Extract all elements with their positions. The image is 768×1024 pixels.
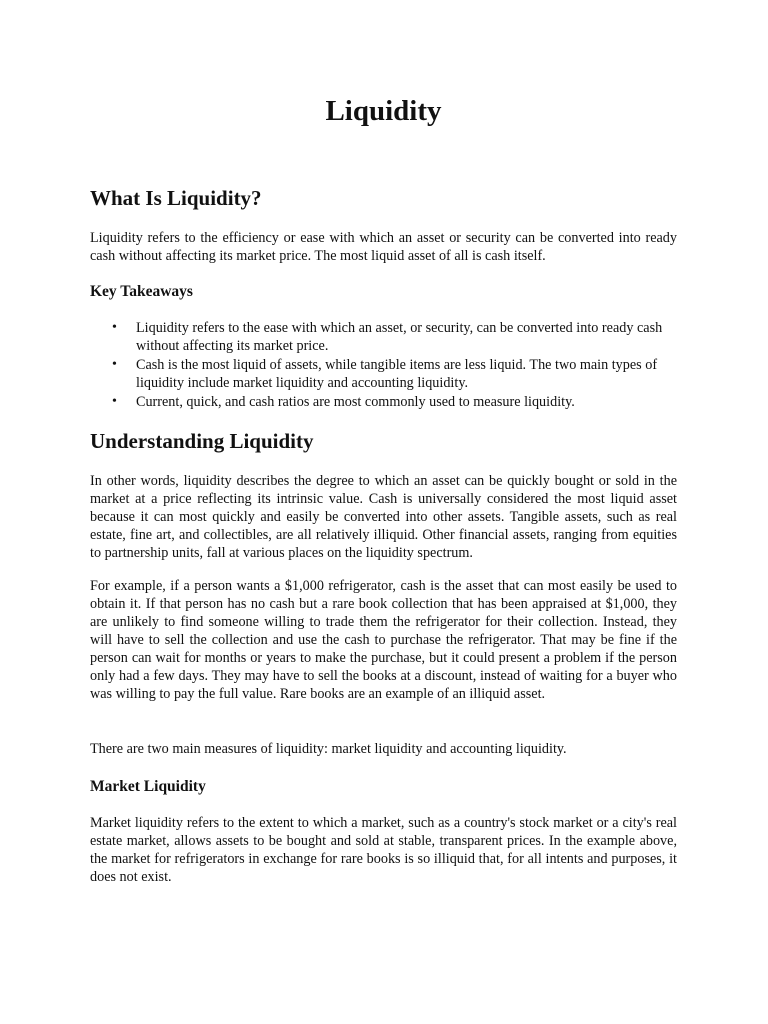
list-item-text: Cash is the most liquid of assets, while tangible items are less liquid. The two main types of liquidity include market liquidity and accounting liquidity.: [136, 357, 658, 391]
paragraph-understanding-1: In other words, liquidity describes the degree to which an asset can be quickly bought or sold in the market at a price reflecting its intrinsic value. Cash is universally considered the most liquid asset because it can most quickly and easily be converted into other assets. Tangible assets, such as real estate, fine art, and collectibles, are all relatively illiquid. Other financial assets, ranging from equities to partnership units, fall at various places on the liquidity spectrum.: [90, 473, 677, 561]
list-item-text: Liquidity refers to the ease with which an asset, or security, can be converted into ready cash without affecting its market price.: [136, 320, 663, 354]
key-takeaways-list: [90, 319, 677, 412]
paragraph-what-is-intro: Liquidity refers to the efficiency or ease with which an asset or security can be converted into ready cash without affecting its market price. The most liquid asset of all is cash itself.: [90, 230, 677, 264]
heading-understanding-liquidity: Understanding Liquidity: [90, 429, 314, 453]
paragraph-understanding-3: There are two main measures of liquidity: market liquidity and accounting liquidity.: [90, 741, 567, 757]
heading-what-is-liquidity: What Is Liquidity?: [90, 186, 262, 210]
bullet-icon: •: [112, 320, 117, 335]
list-item: [90, 356, 677, 392]
bullet-icon: •: [112, 394, 117, 409]
page-title: Liquidity: [325, 95, 442, 127]
heading-key-takeaways: Key Takeaways: [90, 283, 193, 300]
heading-market-liquidity: Market Liquidity: [90, 778, 206, 795]
list-item: [90, 319, 677, 355]
list-item: [90, 393, 677, 411]
list-item-text: Current, quick, and cash ratios are most commonly used to measure liquidity.: [136, 394, 575, 410]
bullet-icon: •: [112, 357, 117, 372]
paragraph-market-liquidity: Market liquidity refers to the extent to which a market, such as a country's stock market or a city's real estate market, allows assets to be bought and sold at stable, transparent prices. In the example above, the market for refrigerators in exchange for rare books is so illiquid that, for all intents and purposes, it does not exist.: [90, 815, 677, 885]
paragraph-understanding-2: For example, if a person wants a $1,000 refrigerator, cash is the asset that can most easily be used to obtain it. If that person has no cash but a rare book collection that has been appraised at $1,000, they are unlikely to find someone willing to trade them the refrigerator for their collection. Instead, they will have to sell the collection and use the cash to purchase the refrigerator. That may be fine if the person can wait for months or years to make the purchase, but it could present a problem if the person only had a few days. They may have to sell the books at a discount, instead of waiting for a buyer who was willing to pay the full value. Rare books are an example of an illiquid asset.: [90, 578, 677, 702]
